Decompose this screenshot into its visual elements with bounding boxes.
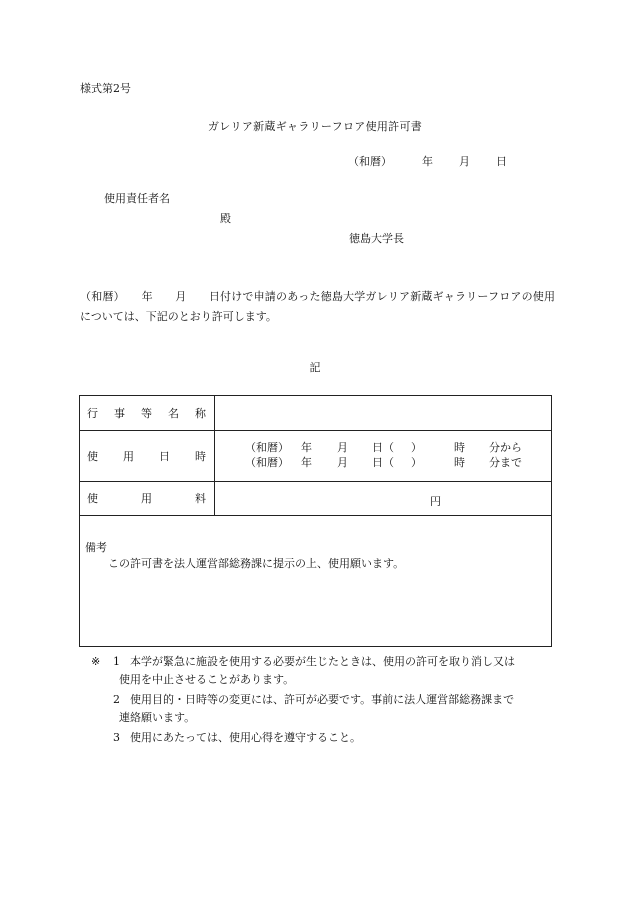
remarks-title: 備考	[85, 541, 107, 554]
note-1-line1: 本学が緊急に施設を使用する必要が生じたときは、使用の許可を取り消し又は	[130, 655, 515, 668]
from-minute: 分から	[489, 441, 522, 454]
event-name-row	[80, 396, 551, 431]
label-char: 等	[141, 407, 152, 420]
from-day: 日（	[372, 441, 394, 454]
label-char: 称	[195, 407, 206, 420]
label-char: 料	[195, 492, 206, 505]
from-year: 年	[301, 441, 312, 454]
label-char: 行	[87, 407, 98, 420]
fee-row	[80, 481, 551, 516]
from-month: 月	[337, 441, 348, 454]
applicant-label: 使用責任者名	[104, 192, 170, 205]
label-char: 日	[159, 449, 170, 463]
date-era: （和暦）	[348, 155, 392, 168]
permit-table	[79, 395, 552, 647]
ki-heading: 記	[309, 361, 321, 374]
to-era: （和暦）	[245, 456, 289, 469]
to-paren-close: ）	[411, 456, 422, 469]
issuer-name: 徳島大学長	[349, 232, 404, 245]
event-name-value	[215, 396, 551, 430]
from-hour: 時	[454, 441, 465, 454]
fee-label	[80, 481, 215, 515]
datetime-row	[80, 430, 551, 482]
label-char: 用	[141, 492, 152, 505]
to-day: 日（	[372, 456, 394, 469]
from-paren-close: ）	[411, 441, 422, 454]
datetime-value	[215, 430, 551, 481]
yen-unit: 円	[430, 495, 441, 508]
label-char: 使	[87, 492, 98, 505]
to-hour: 時	[454, 456, 465, 469]
label-char: 使	[87, 449, 98, 463]
date-month: 月	[459, 155, 470, 168]
note-2-line1: 使用目的・日時等の変更には、許可が必要です。事前に法人運営部総務課まで	[130, 693, 515, 706]
note-mark: ※	[91, 655, 101, 668]
event-name-label	[80, 396, 215, 430]
label-char: 用	[123, 449, 134, 463]
honorific: 殿	[220, 212, 231, 225]
remarks-text: この許可書を法人運営部総務課に提示の上、使用願います。	[108, 557, 405, 570]
permission-statement: （和暦） 年 月 日付けで申請のあった徳島大学ガレリア新蔵ギャラリーフロアの使用については、下記のとおり許可します。	[80, 290, 555, 323]
datetime-label	[80, 430, 215, 481]
to-month: 月	[337, 456, 348, 469]
label-char: 名	[168, 407, 179, 420]
note-2-number: 2	[113, 693, 120, 706]
date-year: 年	[422, 155, 433, 168]
to-year: 年	[301, 456, 312, 469]
remarks-row	[80, 515, 551, 646]
label-char: 時	[195, 449, 206, 463]
note-1-line2: 使用を中止させることがあります。	[119, 673, 295, 686]
date-day: 日	[496, 155, 507, 168]
note-3-number: 3	[113, 731, 120, 744]
note-3-line1: 使用にあたっては、使用心得を遵守すること。	[130, 731, 361, 744]
to-minute: 分まで	[489, 456, 522, 469]
note-1-number: 1	[113, 655, 120, 668]
issue-date	[348, 156, 507, 167]
from-era: （和暦）	[245, 441, 289, 454]
note-2-line2: 連絡願います。	[119, 711, 196, 724]
fee-value	[215, 481, 551, 515]
label-char: 事	[114, 407, 125, 420]
document-title: ガレリア新蔵ギャラリーフロア使用許可書	[207, 120, 423, 133]
form-number: 様式第2号	[80, 82, 131, 95]
